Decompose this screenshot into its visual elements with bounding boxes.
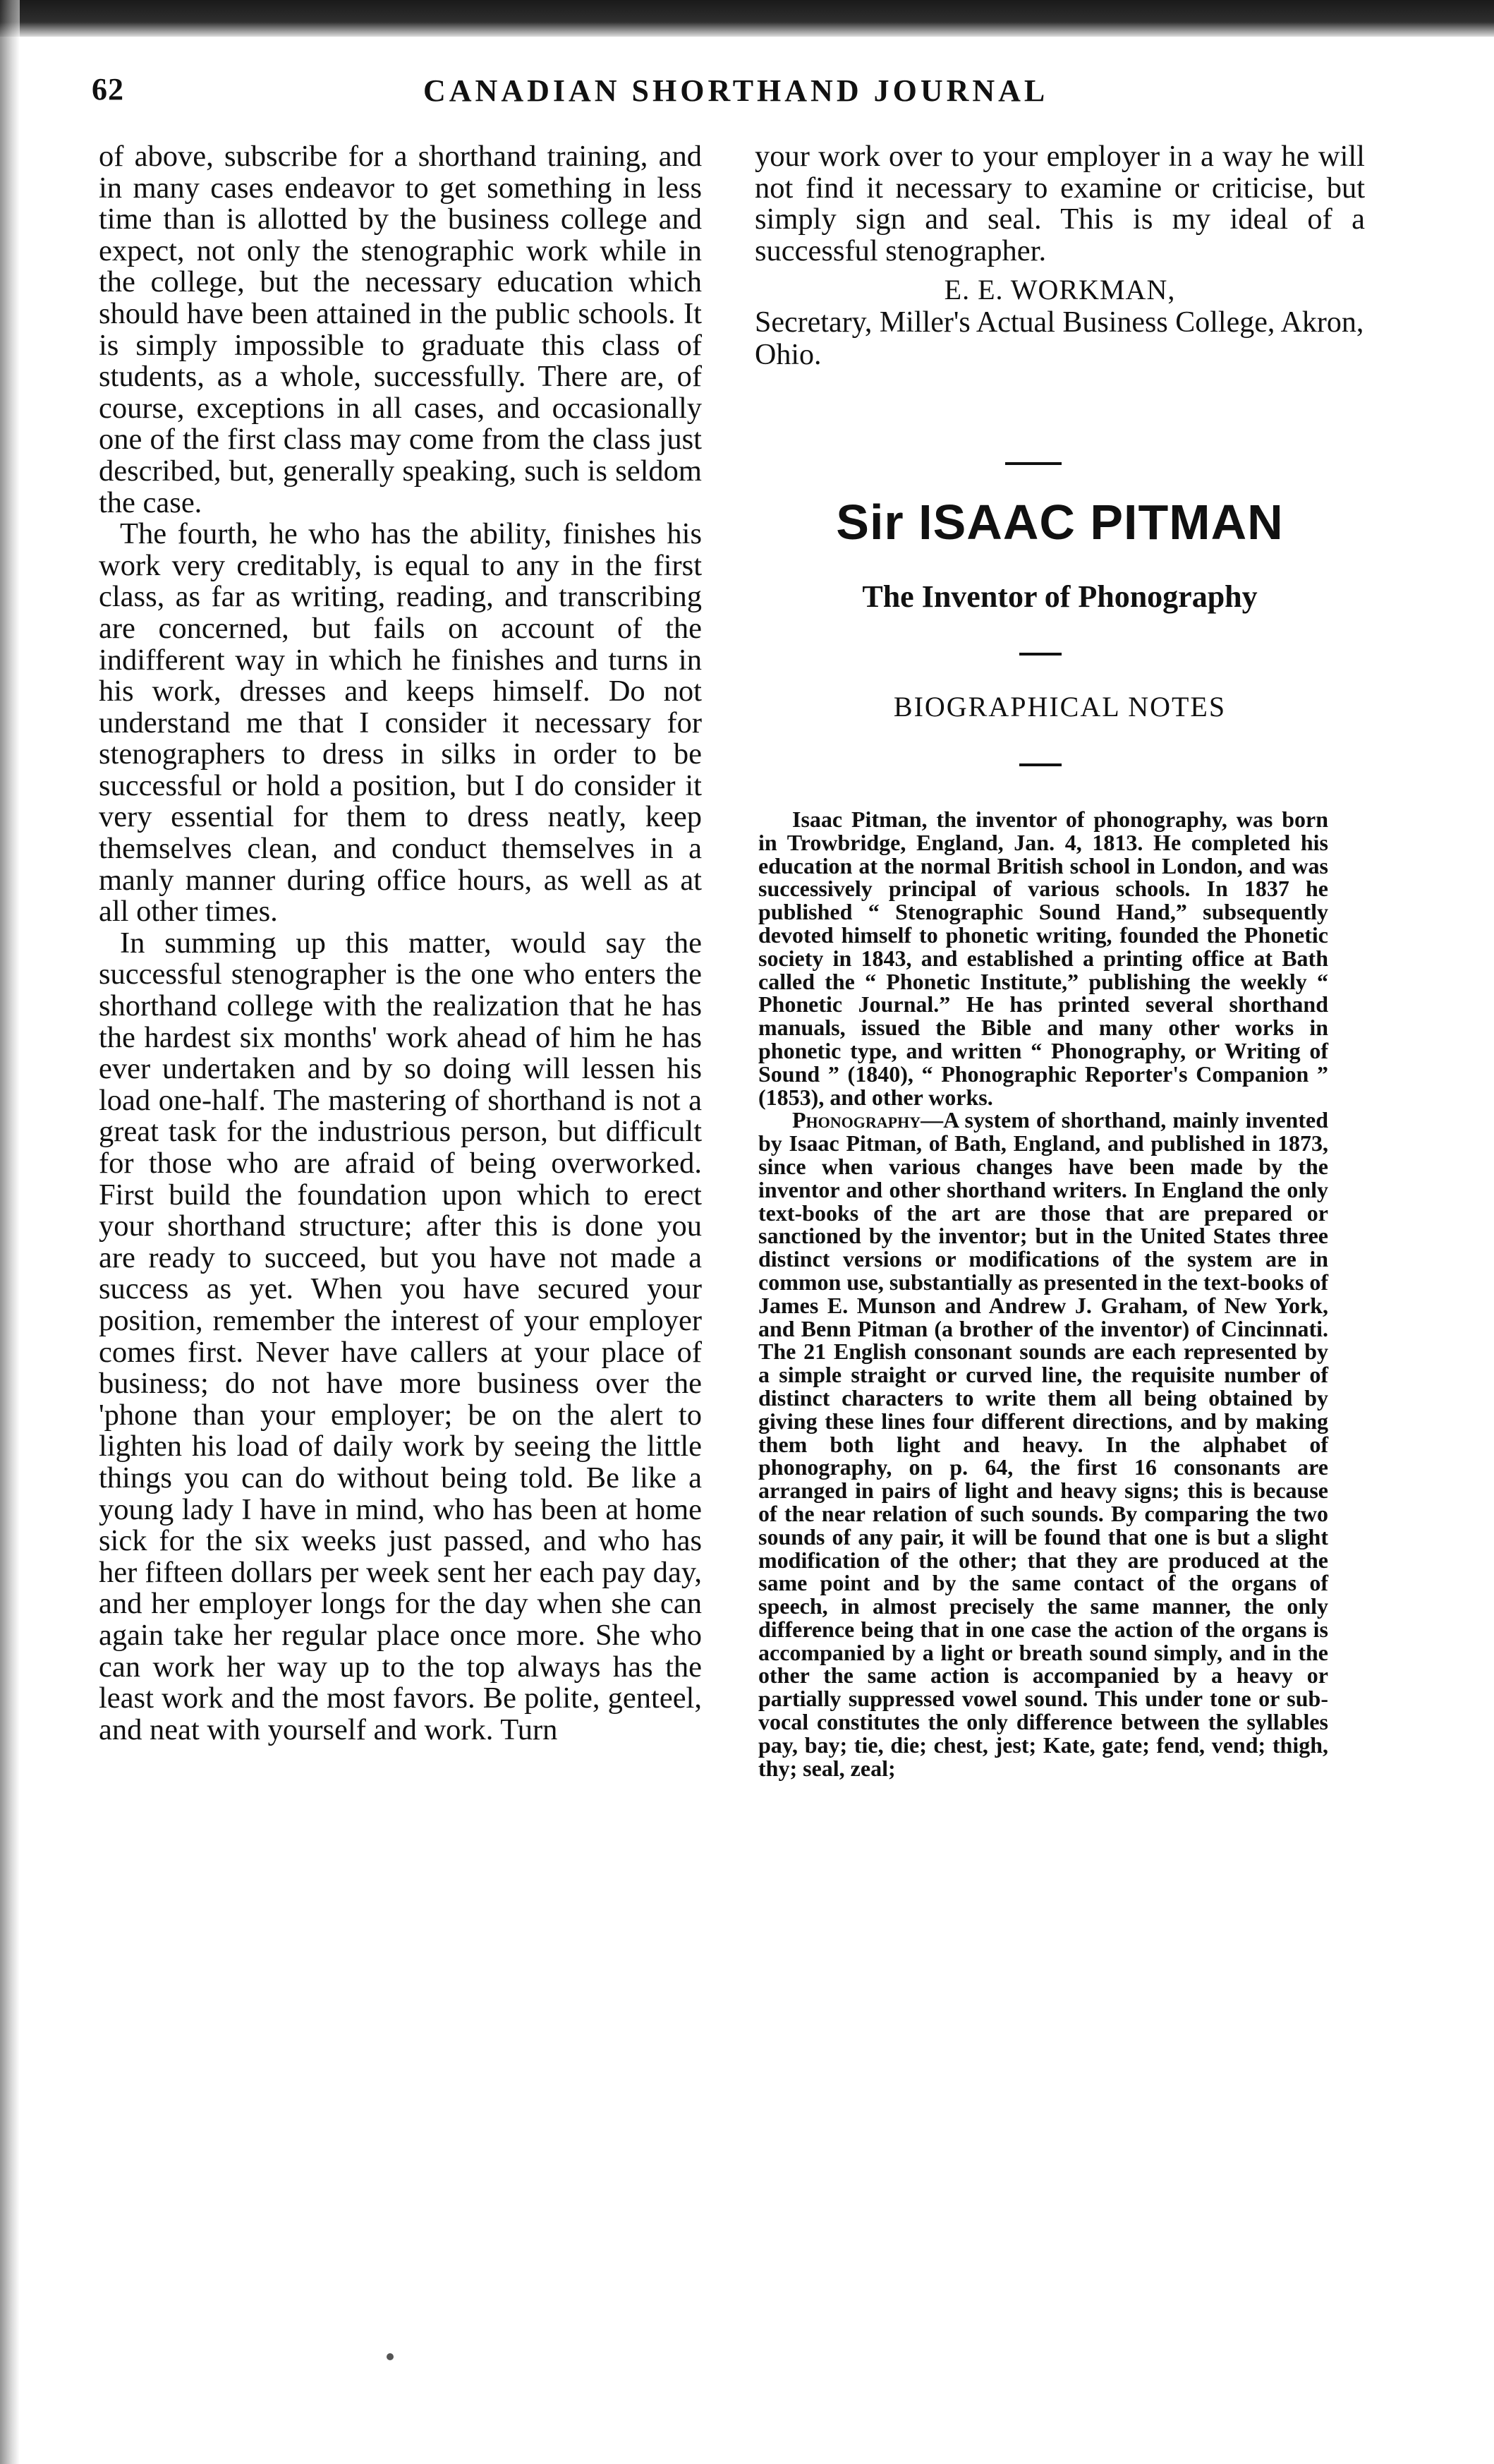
- phonography-term: Phonography: [792, 1107, 921, 1133]
- continuation-paragraph: your work over to your employer in a way he will not find it necessary to examine or criticise, but simply sign and seal. This is my ideal of a successful stenographer.: [755, 140, 1365, 267]
- article-title: Sir ISAAC PITMAN: [836, 495, 1284, 550]
- divider-rule-3: [1019, 763, 1062, 766]
- divider-rule-2: [1019, 653, 1062, 656]
- scan-left-edge: [0, 0, 20, 2464]
- signature-title: Secretary, Miller's Actual Business College, Akron, Ohio.: [755, 306, 1364, 372]
- divider-rule-1: [1005, 462, 1062, 465]
- left-paragraph-1: of above, subscribe for a shorthand training, and in many cases endeavor to get something in less time than is allotted by the business college and expect, not only the stenographic work while in the college, but the necessary education which should have been attained in the public schools. It is simply impossible to graduate this class of students, as a whole, successfully. There are, of course, exceptions in all cases, and occasionally one of the first class may come from the class just described, but, generally speaking, such is seldom the case.: [99, 140, 702, 519]
- right-column-top: [755, 141, 1365, 371]
- scan-top-edge: [0, 0, 1494, 37]
- signature-name: E. E. WORKMAN,: [944, 274, 1176, 306]
- page-number: 62: [92, 72, 124, 107]
- running-title: CANADIAN SHORTHAND JOURNAL: [423, 73, 1049, 108]
- phonography-text: —A system of shorthand, mainly invented by Isaac Pitman, of Bath, England, and published in 1873, since when various changes have been made by the inventor and other shorthand writers. In England the only text-books of the art are those that are prepared or sanctioned by the inventor; but in the United States three distinct versions or modifications of the system are in common use, substantially as presented in the text-books of James E. Munson and Andrew J. Graham, of New York, and Benn Pitman (a brother of the inventor) of Cincinnati. The 21 English consonant sounds are each represented by a simple straight or curved line, the requisite number of distinct characters to write them all being obtained by giving these lines four different directions, and by making them both light and heavy. In the alphabet of phonography, on p. 64, the first 16 consonants are arranged in pairs of light and heavy signs; this is because of the near relation of such sounds. By comparing the two sounds of any pair, it will be found that one is but a slight modification of the other; that they are produced at the same point and by the same contact of the organs of speech, in almost precisely the same manner, the only difference being that in one case the action of the organs is accompanied by a light or breath sound simply, and in the other the same action is accompanied by a heavy or partially suppressed vowel sound. This under tone or sub-vocal constitutes the only difference between the syllables pay, bay; tie, die; chest, jest; Kate, gate; fend, vend; thigh, thy; seal, zeal;: [758, 1107, 1328, 1781]
- phonography-paragraph: [758, 1109, 1328, 1780]
- left-column: [99, 141, 702, 1746]
- left-paragraph-2: The fourth, he who has the ability, finishes his work very creditably, is equal to any in the first class, as far as writing, reading, and transcribing are concerned, but fails on account of the indifferent way in which he finishes and turns in his work, dresses and keeps himself. Do not understand me that I consider it necessary for stenographers to dress in silks in order to be successful or hold a position, but I do consider it very essential for them to dress neatly, keep themselves clean, and conduct themselves in a manly manner during office hours, as well as at all other times.: [99, 517, 702, 929]
- page-header: [92, 67, 1361, 116]
- biography-body: [758, 808, 1328, 1780]
- paper-speck: [387, 2353, 394, 2360]
- section-heading: BIOGRAPHICAL NOTES: [893, 691, 1227, 723]
- article-subtitle: The Inventor of Phonography: [862, 579, 1258, 614]
- left-paragraph-3: In summing up this matter, would say the successful stenographer is the one who enters the shorthand college with the realization that he has the hardest six months' work ahead of him he has ever undertaken and by so doing will lessen his load one-half. The mastering of shorthand is not a great task for the industrious person, but difficult for those who are afraid of being overworked. First build the foundation upon which to erect your shorthand structure; after this is done you are ready to succeed, but you have not made a success as yet. When you have secured your position, remember the interest of your employer comes first. Never have callers at your place of business; do not have more business over the 'phone than your employer; be on the alert to lighten his load of daily work by seeing the little things you can do without being told. Be like a young lady I have in mind, who has been at home sick for the six weeks just passed, and who has her fifteen dollars per week sent her each pay day, and her employer longs for the day when she can again take her regular place once more. She who can work her way up to the top always has the least work and the most favors. Be polite, genteel, and neat with yourself and work. Turn: [99, 926, 702, 1746]
- bio-paragraph: Isaac Pitman, the inventor of phonography, was born in Trowbridge, England, Jan. 4, 1813. He completed his education at the normal British school in London, and was successively principal of various schools. In 1837 he published “ Stenographic Sound Hand,” subsequently devoted himself to phonetic writing, founded the Phonetic society in 1843, and established a printing office at Bath called the “ Phonetic Institute,” publishing the weekly “ Phonetic Journal.” He has printed several shorthand manuals, issued the Bible and many other works in phonetic type, and written “ Phonography, or Writing of Sound ” (1840), “ Phonographic Reporter's Companion ” (1853), and other works.: [758, 807, 1328, 1110]
